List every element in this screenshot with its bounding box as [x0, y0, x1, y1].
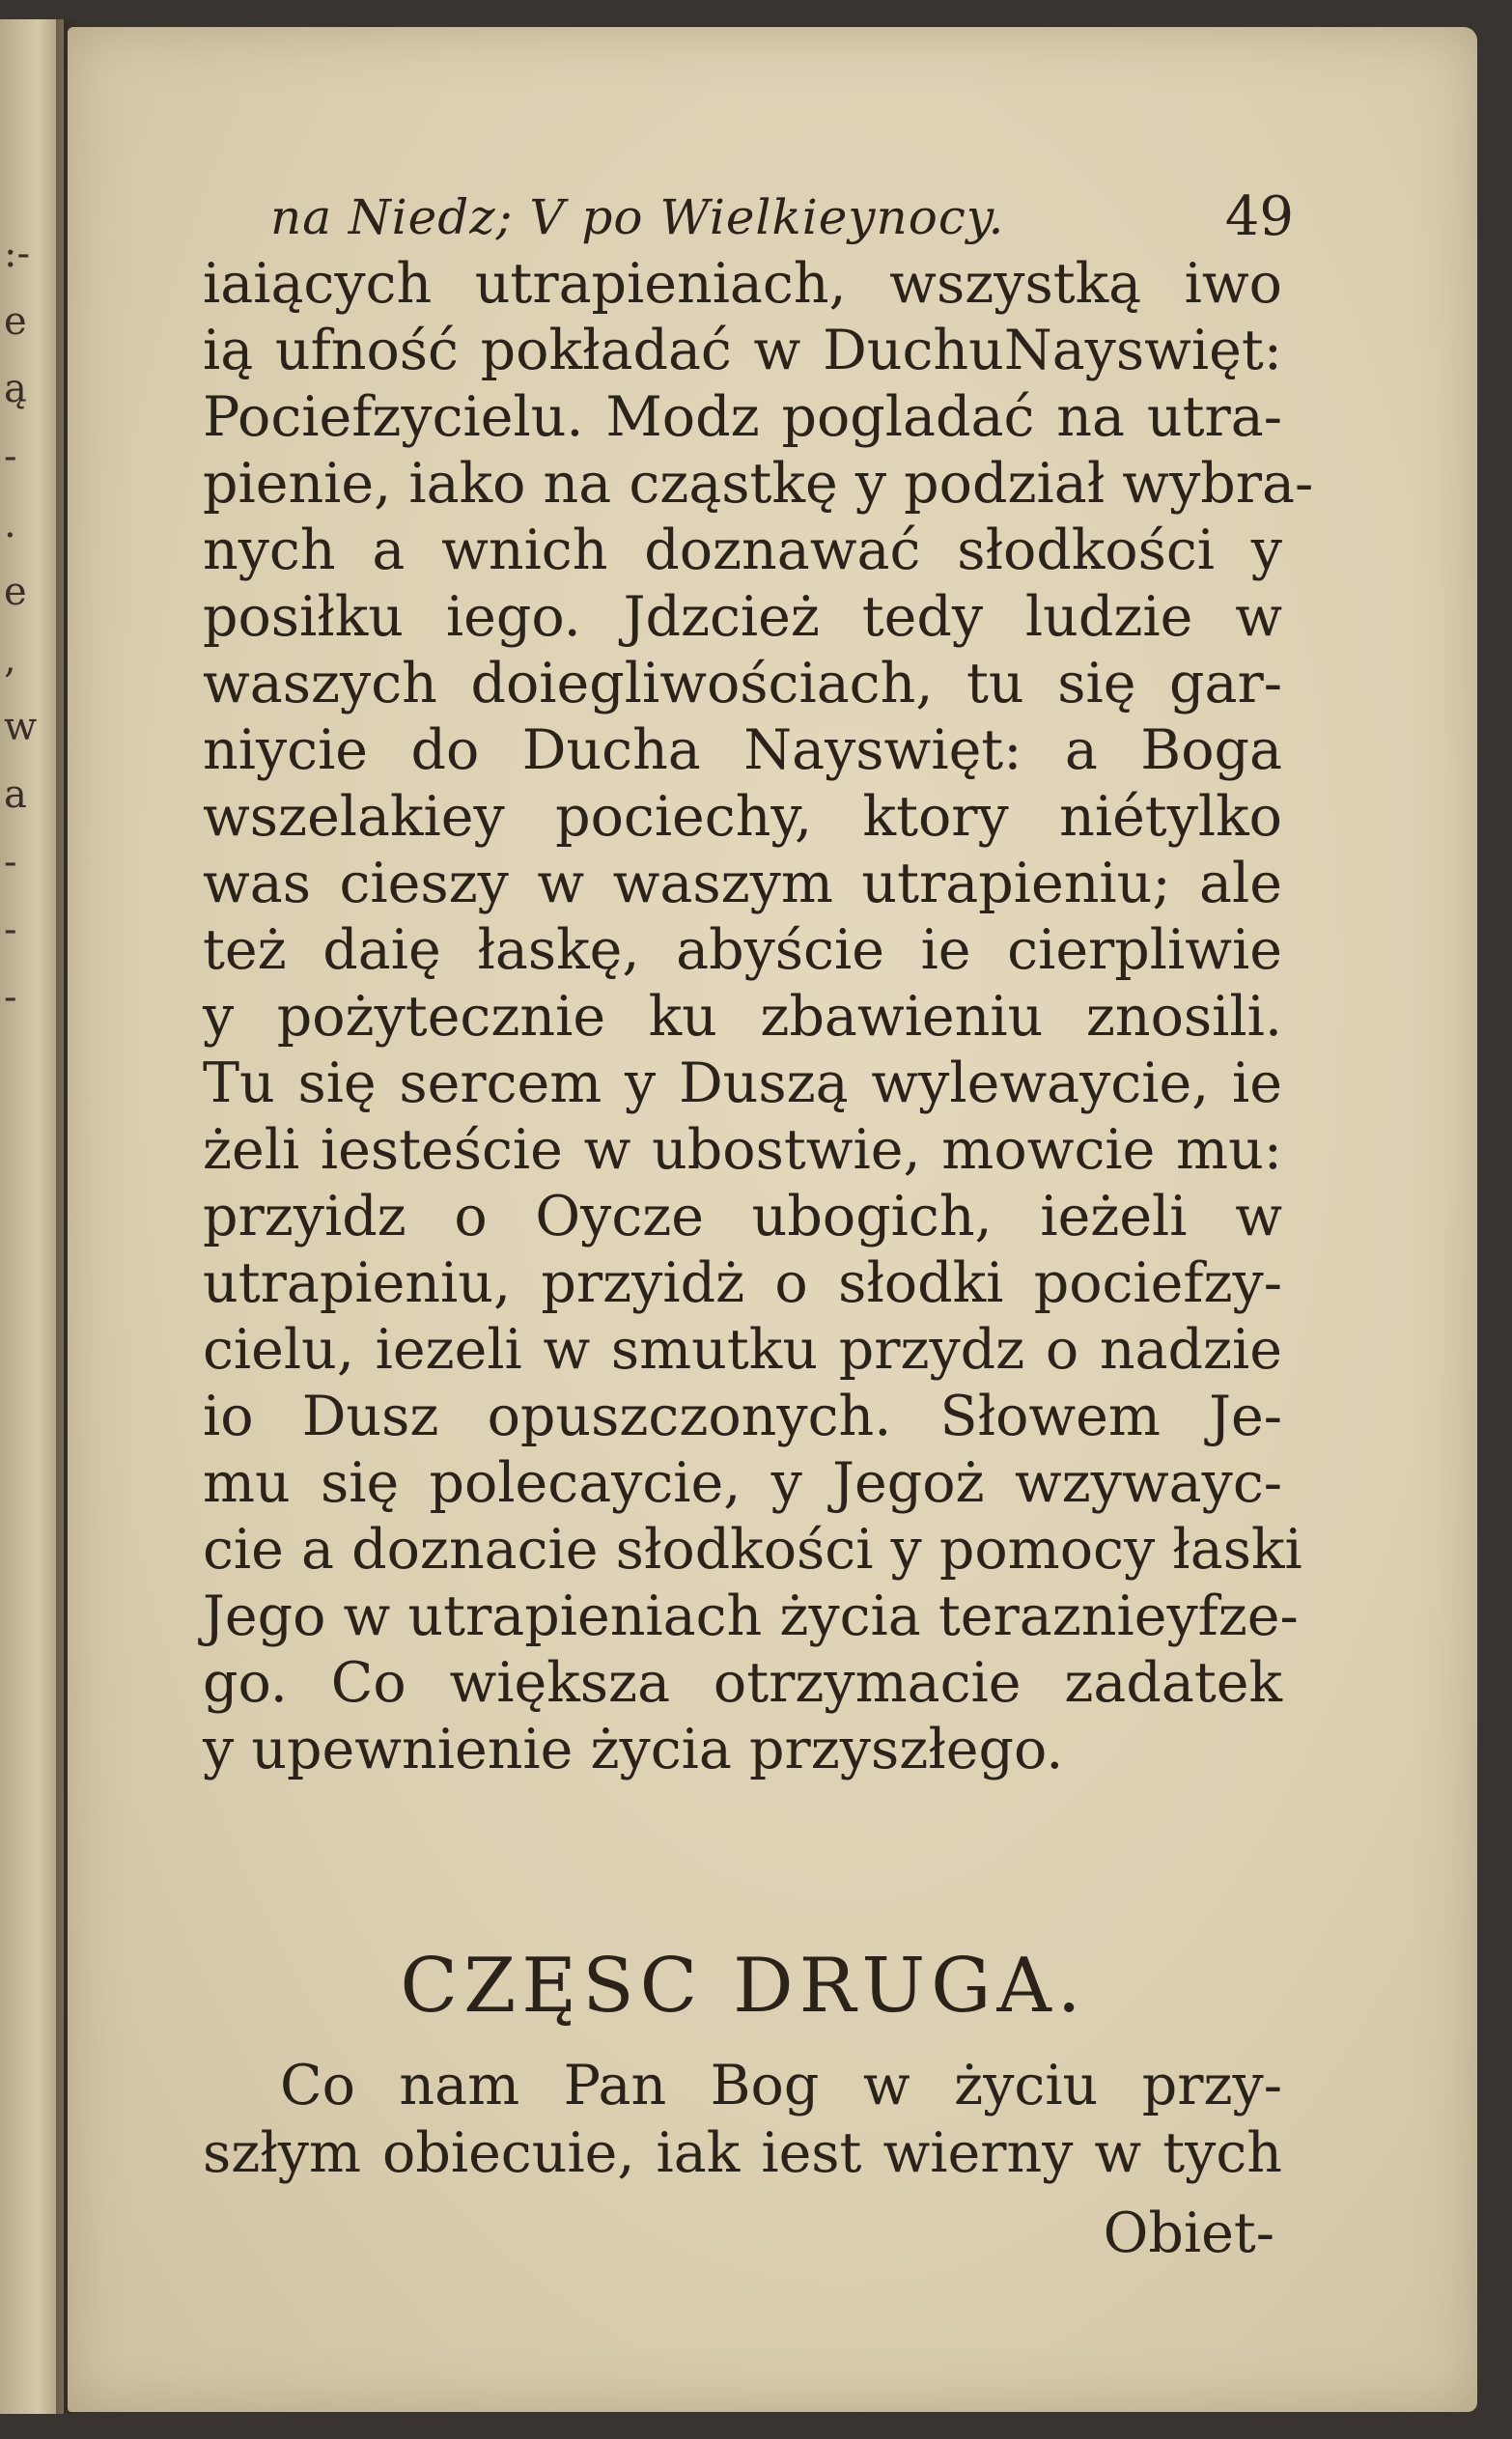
text-line: wszelakiey pociechy, ktory niétylko — [203, 785, 1282, 849]
intro-text-line: szłym obiecuie, iak iest wierny w tych — [203, 2121, 1282, 2185]
text-line: go. Co większa otrzymacie zadatek — [203, 1651, 1282, 1715]
running-title: na Niedz; V po Wielkieynocy. — [270, 189, 1005, 245]
facing-page-fragment: , — [4, 637, 16, 682]
text-line: cie a doznacie słodkości y pomocy łaski — [203, 1518, 1302, 1582]
text-line: Tu się sercem y Duszą wylewaycie, ie — [203, 1051, 1282, 1115]
text-line: was cieszy w waszym utrapieniu; ale — [203, 852, 1282, 915]
text-line: przyidz o Oycze ubogich, ieżeli w — [203, 1185, 1282, 1248]
section-heading: CZĘSC DRUGA. — [400, 1943, 1087, 2030]
facing-page-fragment: :- — [4, 232, 30, 276]
facing-page-fragment: . — [4, 502, 16, 547]
text-line: iaiących utrapieniach, wszystką iwo — [203, 252, 1282, 316]
text-line: cielu, iezeli w smutku przydz o nadzie — [203, 1318, 1282, 1382]
text-line: mu się polecaycie, y Jegoż wzywayc- — [203, 1451, 1282, 1515]
facing-page-fragment: w — [4, 705, 38, 749]
catchword: Obiet- — [1103, 2201, 1274, 2265]
text-line: Jego w utrapieniach życia teraznieyfze- — [203, 1584, 1299, 1648]
page-number: 49 — [1224, 185, 1294, 248]
facing-page-fragment: - — [4, 840, 17, 884]
running-head — [270, 185, 1294, 257]
intro-text-line: Co nam Pan Bog w życiu przy- — [280, 2054, 1282, 2117]
facing-page-fragment: - — [4, 975, 17, 1020]
text-line: nych a wnich doznawać słodkości y — [203, 519, 1282, 582]
book-page — [68, 27, 1477, 2412]
text-line: żeli iesteście w ubostwie, mowcie mu: — [203, 1118, 1282, 1182]
text-line: utrapieniu, przyidż o słodki pociefzy- — [203, 1251, 1282, 1315]
facing-page-fragment: - — [4, 435, 17, 479]
text-line: niycie do Ducha Nayswięt: a Boga — [203, 718, 1282, 782]
facing-page-edge — [0, 19, 64, 2414]
text-line: pienie, iako na cząstkę y podział wybra- — [203, 452, 1314, 516]
facing-page-fragment: a — [4, 772, 27, 817]
text-line: też daię łaskę, abyście ie cierpliwie — [203, 918, 1282, 982]
text-line: ią ufność pokładać w DuchuNayswięt: — [203, 319, 1282, 382]
text-line: y upewnienie życia przyszłego. — [203, 1718, 1064, 1781]
text-line: io Dusz opuszczonych. Słowem Je- — [203, 1385, 1282, 1448]
text-line: Pociefzycielu. Modz pogladać na utra- — [203, 385, 1282, 449]
facing-page-fragment: ą — [4, 367, 27, 411]
facing-page-fragment: e — [4, 570, 27, 614]
facing-page-fragment: - — [4, 908, 17, 952]
text-line: posiłku iego. Jdzcież tedy ludzie w — [203, 585, 1282, 649]
text-line: waszych doiegliwościach, tu się gar- — [203, 652, 1282, 715]
facing-page-fragment: e — [4, 299, 27, 344]
text-line: y pożytecznie ku zbawieniu znosili. — [203, 985, 1282, 1049]
